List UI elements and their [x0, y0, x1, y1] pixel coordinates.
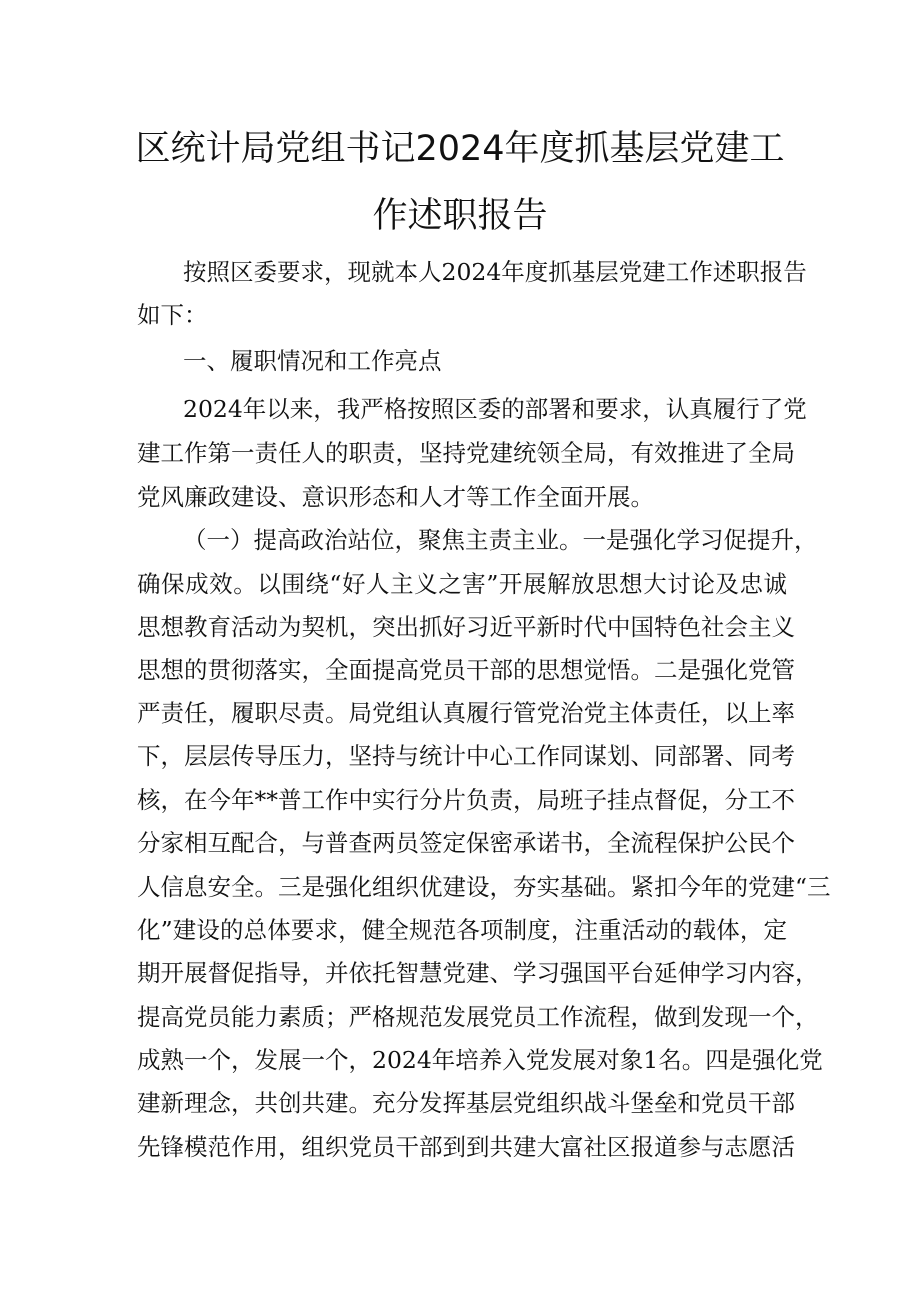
para2-line-12: 提高党员能力素质；严格规范发展党员工作流程，做到发现一个，	[137, 1003, 819, 1031]
para2-line-7: 核，在今年**普工作中实行分片负责，局班子挂点督促，分工不	[137, 786, 795, 814]
para2-line-3: 思想教育活动为契机，突出抓好习近平新时代中国特色社会主义	[137, 613, 795, 641]
para2-line-14: 建新理念，共创共建。充分发挥基层党组织战斗堡垒和党员干部	[137, 1089, 795, 1117]
title-line-2: 作述职报告	[372, 196, 548, 236]
para2-line-9: 人信息安全。三是强化组织优建设，夯实基础。紧扣今年的党建“三	[137, 873, 831, 901]
intro-line-1: 按照区委要求，现就本人2024年度抓基层党建工作述职报告	[183, 258, 807, 286]
para2-line-13: 成熟一个，发展一个，2024年培养入党发展对象1名。四是强化党	[137, 1046, 823, 1074]
para2-line-8: 分家相互配合，与普查两员签定保密承诺书，全流程保护公民个	[137, 829, 795, 857]
para1-line-1: 2024年以来，我严格按照区委的部署和要求，认真履行了党	[183, 395, 807, 423]
para2-line-5: 严责任，履职尽责。局党组认真履行管党治党主体责任，以上率	[137, 699, 795, 727]
para1-line-3: 党风廉政建设、意识形态和人才等工作全面开展。	[137, 483, 654, 511]
intro-line-2: 如下：	[137, 301, 208, 329]
para2-line-4: 思想的贯彻落实，全面提高党员干部的思想觉悟。二是强化党管	[137, 656, 795, 684]
section-heading: 一、履职情况和工作亮点	[183, 347, 442, 375]
para1-line-2: 建工作第一责任人的职责，坚持党建统领全局，有效推进了全局	[137, 439, 795, 467]
para2-line-1: （一）提高政治站位，聚焦主责主业。一是强化学习促提升，	[183, 526, 818, 554]
title-line-1: 区统计局党组书记2024年度抓基层党建工	[135, 129, 785, 169]
para2-line-6: 下，层层传导压力，坚持与统计中心工作同谋划、同部署、同考	[137, 742, 795, 770]
para2-line-15: 先锋模范作用，组织党员干部到到共建大富社区报道参与志愿活	[137, 1133, 795, 1161]
para2-line-10: 化”建设的总体要求，健全规范各项制度，注重活动的载体，定	[137, 916, 787, 944]
para2-line-2: 确保成效。以围绕“好人主义之害”开展解放思想大讨论及忠诚	[137, 570, 787, 598]
para2-line-11: 期开展督促指导，并依托智慧党建、学习强国平台延伸学习内容，	[137, 959, 819, 987]
